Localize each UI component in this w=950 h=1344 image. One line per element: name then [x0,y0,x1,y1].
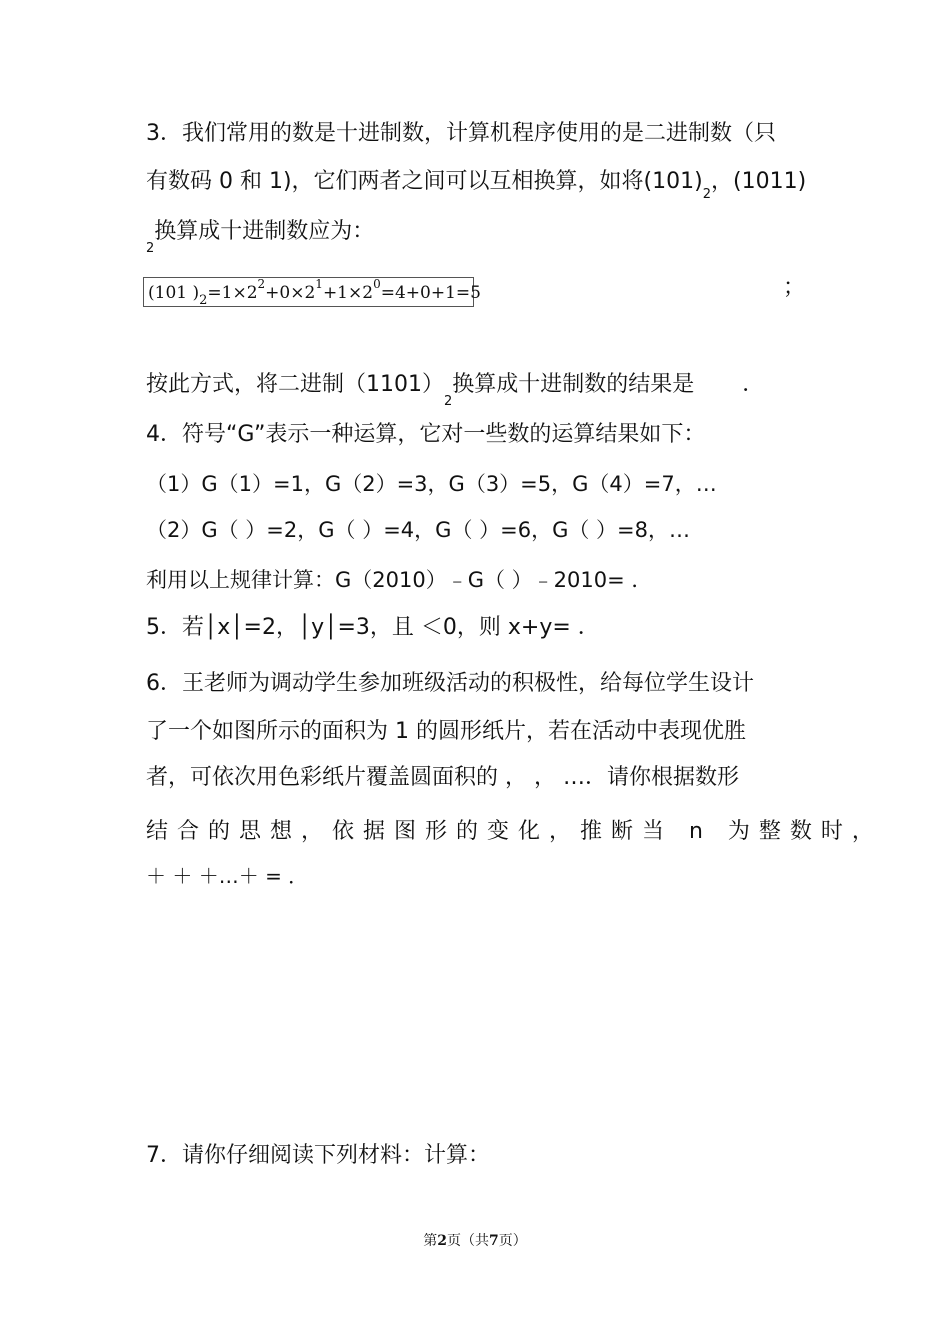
formula-exp1: 2 [257,277,266,291]
problem3-line3-subscript: 2 [146,241,155,256]
problem6-line3: 者，可依次用色彩纸片覆盖圆面积的 ， ， …．请你根据数形 [146,765,739,790]
formula-exp2: 1 [315,277,323,291]
formula-result: =4+0+1=5 [380,283,481,303]
problem3-line2-subscript: 2 [702,187,711,202]
problem3-line2-text: 有数码 0 和 1)，它们两者之间可以互相换算，如将(101) [146,169,703,194]
formula-exp3: 0 [373,277,381,291]
problem6-line4: 结合的思想，依据图形的变化，推断当 n 为整数时， [146,819,883,844]
problem4-line2: （1）G（1）=1，G（2）=3，G（3）=5，G（4）=7，… [146,472,717,496]
problem3-line2-tail: ，(1011) [711,169,807,194]
formula-term3: +1×2 [322,283,374,303]
problem3-question-prefix: 按此方式，将二进制（1101） [146,372,444,397]
formula-lhs-subscript: 2 [199,293,208,308]
conversion-formula-box [143,277,481,308]
problem3-line3 [146,218,375,256]
problem5-line1: 5．若│x│=2，│y│=3，且 ＜0，则 x+y= ． [146,615,600,640]
footer-middle: 页（共 [447,1233,489,1249]
problem3-line2 [146,168,807,202]
footer-total-pages: 7 [489,1233,499,1249]
problem3-line1: 3．我们常用的数是十进制数，计算机程序使用的是二进制数（只 [146,121,776,146]
problem4-line4: 利用以上规律计算：G（2010）﹣G（ ）﹣2010= ． [146,568,653,592]
problem3-question-subscript: 2 [444,394,453,409]
footer-prefix: 第 [423,1233,438,1249]
formula-lhs: (101 ) [148,283,200,303]
footer-suffix: 页） [498,1233,527,1249]
problem3-question [146,371,765,409]
problem6-line2: 了一个如图所示的面积为 1 的圆形纸片，若在活动中表现优胜 [146,719,746,744]
footer-page-number: 2 [437,1233,447,1249]
problem3-question-suffix: 换算成十进制数的结果是 [452,372,695,397]
problem6-line1: 6．王老师为调动学生参加班级活动的积极性，给每位学生设计 [146,671,754,696]
problem4-line3: （2）G（ ）=2，G（ ）=4，G（ ）=6，G（ ）=8，… [146,518,690,542]
formula-term1: =1×2 [207,283,258,303]
formula-term2: +0×2 [265,283,316,303]
problem3-line3-text: 换算成十进制数应为： [154,219,375,244]
problem7-line1: 7．请你仔细阅读下列材料：计算： [146,1143,490,1168]
formula-semicolon: ； [783,275,806,300]
problem6-line5: ＋ ＋ ＋…＋ = ． [146,864,309,888]
problem3-question-end: ． [742,372,765,397]
problem4-line1: 4．符号“G”表示一种运算，它对一些数的运算结果如下： [146,422,706,447]
page-footer [0,1230,950,1250]
